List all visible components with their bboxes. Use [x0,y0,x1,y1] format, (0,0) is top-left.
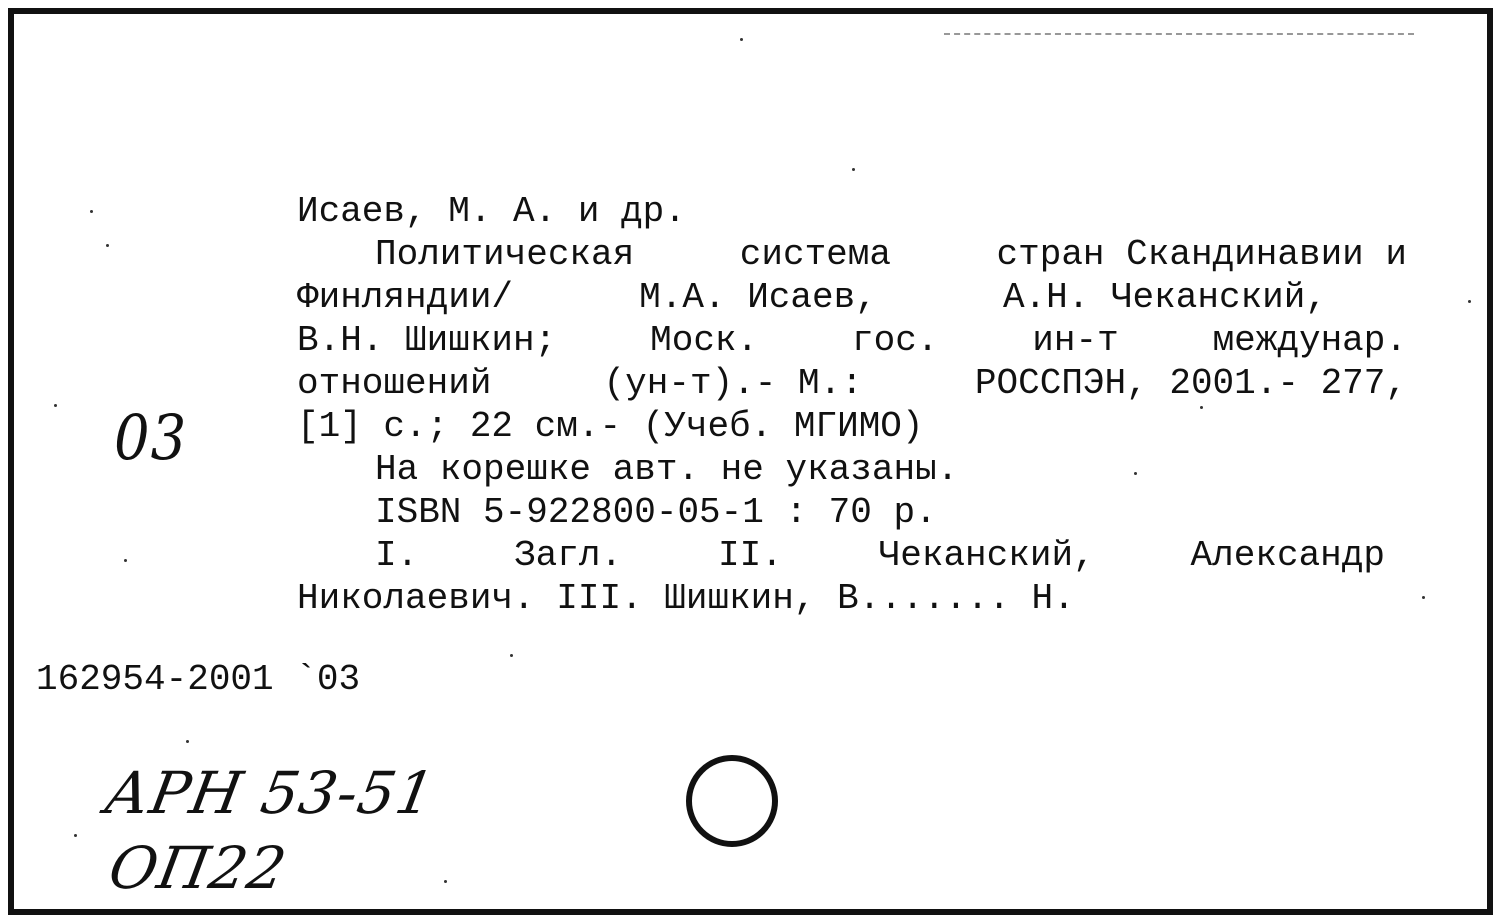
entry-line-title-1 [297,233,1407,276]
scan-speck [54,404,57,407]
text-segment: ин-т [1032,320,1119,361]
scan-speck [1200,406,1203,409]
entry-line-tracing-1 [297,534,1407,577]
entry-line-note [297,448,1407,491]
text-segment: [1] с.; 22 см.- (Учеб. МГИМО) [297,406,924,447]
catalog-card [8,8,1493,915]
entry-line-isbn [297,491,1407,534]
text-segment: II. [717,535,783,576]
scan-speck [106,244,109,247]
scan-speck [90,210,93,213]
scan-speck [740,38,743,41]
text-segment: Политическая [375,234,635,275]
text-segment: Чеканский, [878,535,1095,576]
text-segment: Александр [1190,535,1385,576]
text-segment: Николаевич. III. Шишкин, В....... Н. [297,578,1075,619]
scan-speck [444,880,447,883]
handwritten-code-line-2: ОП22 [104,834,292,902]
handwritten-code-line-1: АРН 53-51 [100,759,441,827]
scan-speck [186,740,189,743]
text-segment: Финляндии/ [297,277,514,318]
text-segment: стран Скандинавии и [996,234,1407,275]
scan-speck [852,168,855,171]
isbn-text: ISBN 5-922800-05-1 : 70 р. [375,492,937,533]
text-segment: отношений [297,363,492,404]
entry-line-author [297,190,1407,233]
entry-line-tracing-2 [297,577,1407,620]
bibliographic-entry [297,190,1407,620]
text-segment: междунар. [1212,320,1407,361]
scan-speck [1468,300,1471,303]
text-segment: РОССПЭН, 2001.- 277, [974,363,1407,404]
entry-line-physical [297,405,1407,448]
accession-number: 162954-2001 `03 [36,659,361,700]
scan-speck [124,559,127,562]
text-segment: В.Н. Шишкин; [297,320,557,361]
entry-line-title-2 [297,276,1407,319]
text-segment: I. [375,535,419,576]
text-segment: Загл. [514,535,623,576]
text-segment: гос. [852,320,939,361]
entry-line-publisher [297,362,1407,405]
scan-speck [1134,472,1137,475]
text-segment: На корешке авт. не указаны. [375,449,959,490]
text-segment: (ун-т).- М.: [603,363,863,404]
handwritten-shelf-mark: 03 [114,402,188,475]
text-segment: А.Н. Чеканский, [1002,277,1327,318]
text-segment: М.А. Исаев, [639,277,877,318]
scan-speck [74,834,77,837]
scan-speck [510,654,513,657]
card-punch-hole [686,755,778,847]
author-heading: Исаев, М. А. и др. [297,191,686,232]
text-segment: Моск. [650,320,759,361]
entry-line-authors [297,319,1407,362]
top-dashed-rule [944,33,1414,35]
text-segment: система [739,234,891,275]
scan-speck [1422,596,1425,599]
